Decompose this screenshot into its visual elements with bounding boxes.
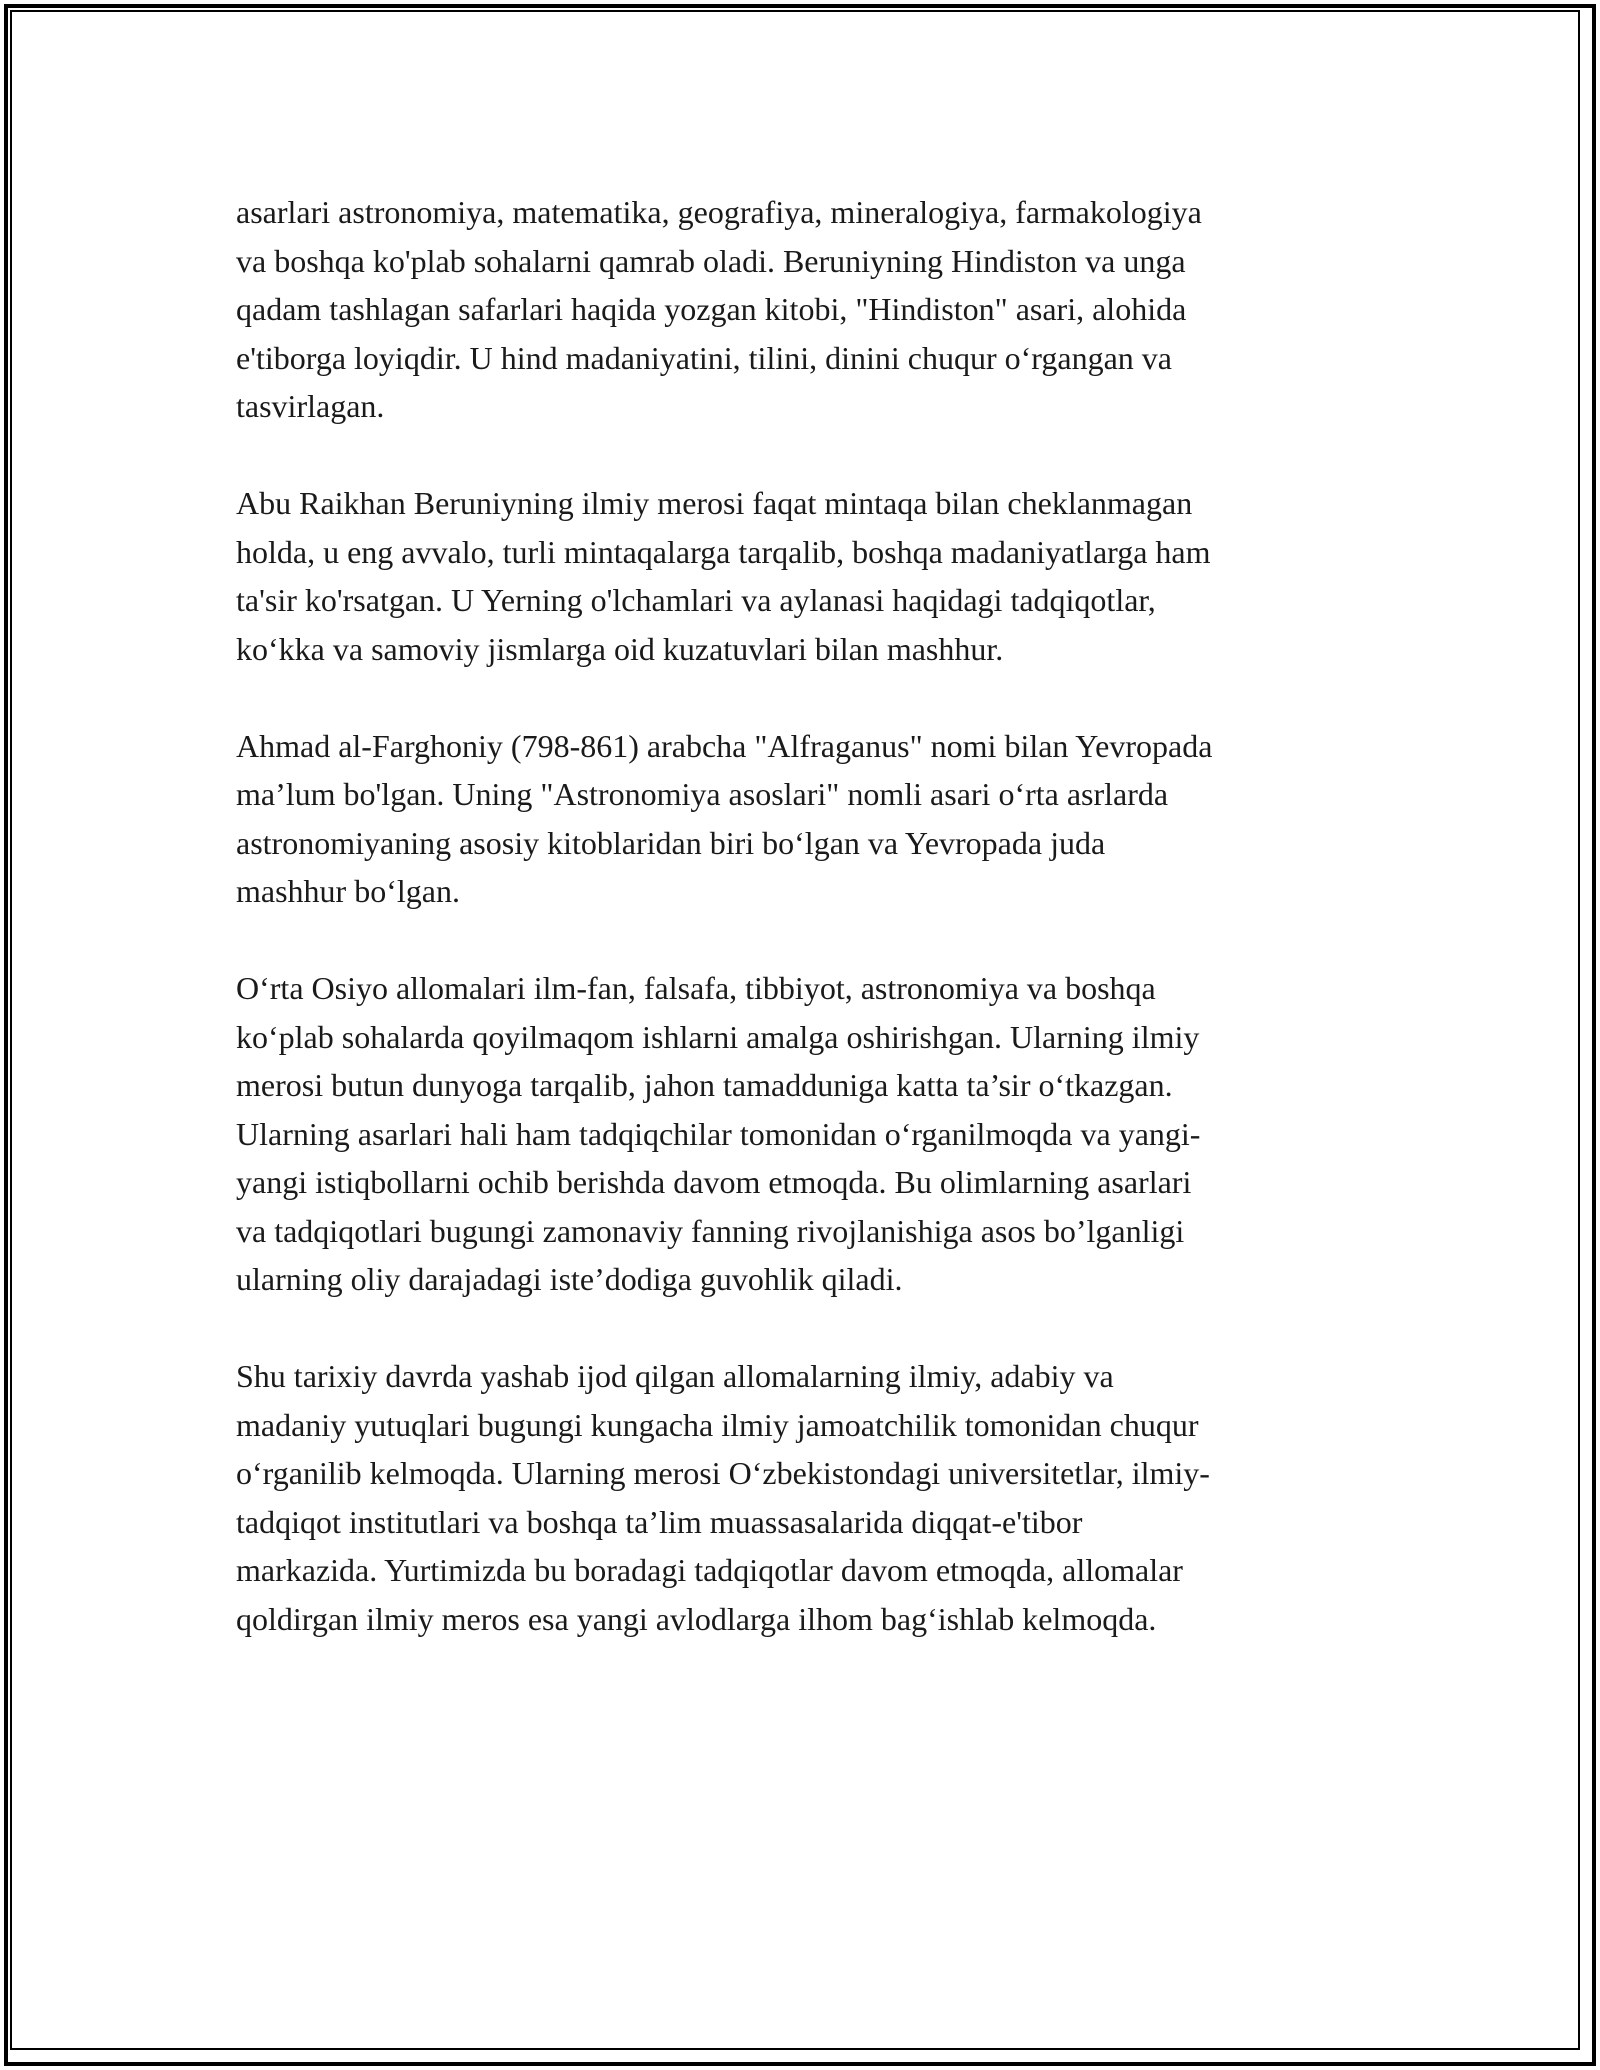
text-line: Shu tarixiy davrda yashab ijod qilgan allomalarning ilmiy, adabiy va bbox=[236, 1358, 1114, 1394]
text-line: e'tiborga loyiqdir. U hind madaniyatini, tilini, dinini chuqur o‘rgangan va bbox=[236, 339, 1172, 376]
text-line: ularning oliy darajadagi iste’dodiga guvohlik qiladi. bbox=[236, 1261, 903, 1297]
text-line: O‘rta Osiyo allomalari ilm-fan, falsafa, tibbiyot, astronomiya va boshqa bbox=[236, 970, 1156, 1006]
text-line: o‘rganilib kelmoqda. Ularning merosi O‘zbekistondagi universitetlar, ilmiy- bbox=[236, 1455, 1210, 1491]
text-line: ta'sir ko'rsatgan. U Yerning o'lchamlari va aylanasi haqidagi tadqiqotlar, bbox=[236, 582, 1156, 618]
text-line: qadam tashlagan safarlari haqida yozgan kitobi, "Hindiston" asari, alohida bbox=[236, 291, 1187, 327]
text-line: ko‘kka va samoviy jismlarga oid kuzatuvlari bilan mashhur. bbox=[236, 630, 1004, 667]
paragraph-1 bbox=[236, 188, 1376, 431]
paragraph-4 bbox=[236, 964, 1376, 1304]
text-line: tasvirlagan. bbox=[236, 388, 385, 424]
text-line: Abu Raikhan Beruniyning ilmiy merosi faqat mintaqa bilan cheklanmagan bbox=[236, 485, 1193, 521]
text-line: tadqiqot institutlari va boshqa ta’lim muassasalarida diqqat-e'tibor bbox=[236, 1503, 1083, 1540]
text-line: markazida. Yurtimizda bu boradagi tadqiqotlar davom etmoqda, allomalar bbox=[236, 1552, 1183, 1588]
text-line: va tadqiqotlari bugungi zamonaviy fanning rivojlanishiga asos bo’lganligi bbox=[236, 1212, 1185, 1249]
text-line: mashhur bo‘lgan. bbox=[236, 873, 460, 909]
paragraph-5 bbox=[236, 1352, 1376, 1643]
text-line: astronomiyaning asosiy kitoblaridan biri bo‘lgan va Yevropada juda bbox=[236, 824, 1106, 861]
text-line: merosi butun dunyoga tarqalib, jahon tamadduniga katta ta’sir o‘tkazgan. bbox=[236, 1067, 1173, 1103]
text-line: ma’lum bo'lgan. Uning "Astronomiya asoslari" nomli asari o‘rta asrlarda bbox=[236, 776, 1169, 812]
document-body bbox=[236, 188, 1376, 1692]
text-line: va boshqa ko'plab sohalarni qamrab oladi. Beruniyning Hindiston va unga bbox=[236, 242, 1186, 279]
text-line: qoldirgan ilmiy meros esa yangi avlodlarga ilhom bag‘ishlab kelmoqda. bbox=[236, 1600, 1157, 1637]
paragraph-2 bbox=[236, 479, 1376, 673]
text-line: yangi istiqbollarni ochib berishda davom etmoqda. Bu olimlarning asarlari bbox=[236, 1164, 1192, 1200]
text-line: Ularning asarlari hali ham tadqiqchilar tomonidan o‘rganilmoqda va yangi- bbox=[236, 1115, 1201, 1152]
text-line: asarlari astronomiya, matematika, geografiya, mineralogiya, farmakologiya bbox=[236, 194, 1202, 230]
text-line: madaniy yutuqlari bugungi kungacha ilmiy jamoatchilik tomonidan chuqur bbox=[236, 1406, 1199, 1443]
text-line: holda, u eng avvalo, turli mintaqalarga tarqalib, boshqa madaniyatlarga ham bbox=[236, 533, 1211, 570]
paragraph-3 bbox=[236, 722, 1376, 916]
text-line: ko‘plab sohalarda qoyilmaqom ishlarni amalga oshirishgan. Ularning ilmiy bbox=[236, 1018, 1200, 1055]
text-line: Ahmad al-Farghoniy (798-861) arabcha "Alfraganus" nomi bilan Yevropada bbox=[236, 727, 1213, 764]
